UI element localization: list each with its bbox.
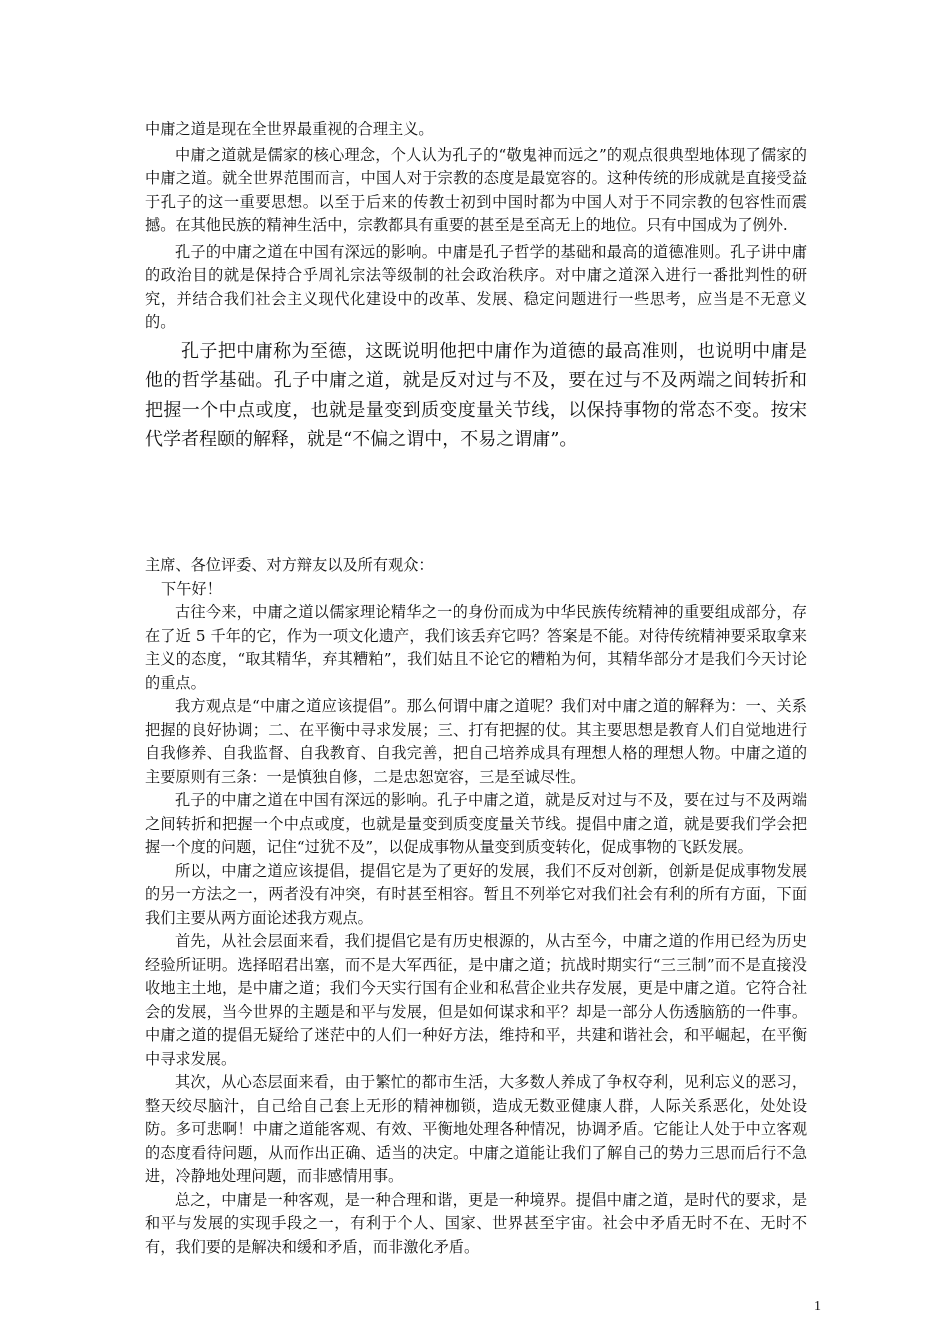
paragraph: 孔子的中庸之道在中国有深远的影响。中庸是孔子哲学的基础和最高的道德准则。孔子讲中庸的政治目的就是保持合乎周礼宗法等级制的社会政治秩序。对中庸之道深入进行一番批判性的研究，并结合我们社会主义现代化建设中的改革、发展、稳定问题进行一些思考，应当是不无意义的。 bbox=[145, 242, 807, 331]
paragraph: 古往今来，中庸之道以儒家理论精华之一的身份而成为中华民族传统精神的重要组成部分，存在了近 5 千年的它，作为一项文化遗产，我们该丢弃它吗？答案是不能。对待传统精神要采取拿来主义的态度，“取其精华，弃其糟粕”，我们姑且不论它的糟粕为何，其精华部分才是我们今天讨论的重点。 bbox=[145, 603, 807, 692]
salutation: 主席、各位评委、对方辩友以及所有观众： bbox=[145, 556, 434, 574]
page-number: 1 bbox=[814, 1299, 821, 1314]
section-one bbox=[145, 118, 807, 455]
paragraph: 所以，中庸之道应该提倡，提倡它是为了更好的发展，我们不反对创新，创新是促成事物发展的另一方法之一，两者没有冲突，有时甚至相容。暂且不列举它对我们社会有利的所有方面，下面我们主要从两方面论述我方观点。 bbox=[145, 861, 807, 927]
section-two bbox=[145, 554, 807, 1259]
paragraph: 总之，中庸是一种客观，是一种合理和谐，更是一种境界。提倡中庸之道，是时代的要求，是和平与发展的实现手段之一，有利于个人、国家、世界甚至宇宙。社会中矛盾无时不在、无时不有，我们要的是解决和缓和矛盾，而非激化矛盾。 bbox=[145, 1190, 807, 1256]
greeting: 下午好！ bbox=[161, 579, 222, 598]
paragraph: 中庸之道就是儒家的核心理念，个人认为孔子的“敬鬼神而远之”的观点很典型地体现了儒家的中庸之道。就全世界范围而言，中国人对于宗教的态度是最宽容的。这种传统的形成就是直接受益于孔子的这一重要思想。以至于后来的传教士初到中国时都为中国人对于不同宗教的包容性而震撼。在其他民族的精神生活中，宗教都具有重要的甚至是至高无上的地位。只有中国成为了例外. bbox=[145, 145, 807, 234]
intro-line: 中庸之道是现在全世界最重视的合理主义。 bbox=[145, 120, 434, 138]
paragraph: 其次，从心态层面来看，由于繁忙的都市生活，大多数人养成了争权夺利，见利忘义的恶习，整天绞尽脑汁，自己给自己套上无形的精神枷锁，造成无数亚健康人群，人际关系恶化，处处设防。多可悲啊！中庸之道能客观、有效、平衡地处理各种情况，协调矛盾。它能让人处于中立客观的态度看待问题，从而作出正确、适当的决定。中庸之道能让我们了解自己的势力三思而后行不急进，冷静地处理问题，而非感情用事。 bbox=[145, 1073, 807, 1185]
paragraph: 孔子的中庸之道在中国有深远的影响。孔子中庸之道，就是反对过与不及，要在过与不及两端之间转折和把握一个中点或度，也就是量变到质变度量关节线。提倡中庸之道，就是要我们学会把握一个度的问题，记住“过犹不及”，以促成事物从量变到质变转化，促成事物的飞跃发展。 bbox=[145, 791, 807, 856]
paragraph-large: 孔子把中庸称为至德，这既说明他把中庸作为道德的最高准则，也说明中庸是他的哲学基础。孔子中庸之道，就是反对过与不及，要在过与不及两端之间转折和把握一个中点或度，也就是量变到质变度量关节线，以保持事物的常态不变。按宋代学者程颐的解释，就是“不偏之谓中，不易之谓庸”。 bbox=[145, 340, 807, 450]
paragraph: 我方观点是“中庸之道应该提倡”。那么何谓中庸之道呢？我们对中庸之道的解释为：一、关系把握的良好协调；二、在平衡中寻求发展；三、打有把握的仗。其主要思想是教育人们自觉地进行自我修养、自我监督、自我教育、自我完善，把自己培养成具有理想人格的理想人物。中庸之道的主要原则有三条：一是慎独自修，二是忠恕宽容，三是至诚尽性。 bbox=[145, 697, 807, 786]
paragraph: 首先，从社会层面来看，我们提倡它是有历史根源的，从古至今，中庸之道的作用已经为历史经验所证明。选择昭君出塞，而不是大军西征，是中庸之道；抗战时期实行“三三制”而不是直接没收地主土地，是中庸之道；我们今天实行国有企业和私营企业共存发展，更是中庸之道。它符合社会的发展，当今世界的主题是和平与发展，但是如何谋求和平？却是一部分人伤透脑筋的一件事。中庸之道的提倡无疑给了迷茫中的人们一种好方法，维持和平，共建和谐社会，和平崛起，在平衡中寻求发展。 bbox=[145, 932, 807, 1068]
